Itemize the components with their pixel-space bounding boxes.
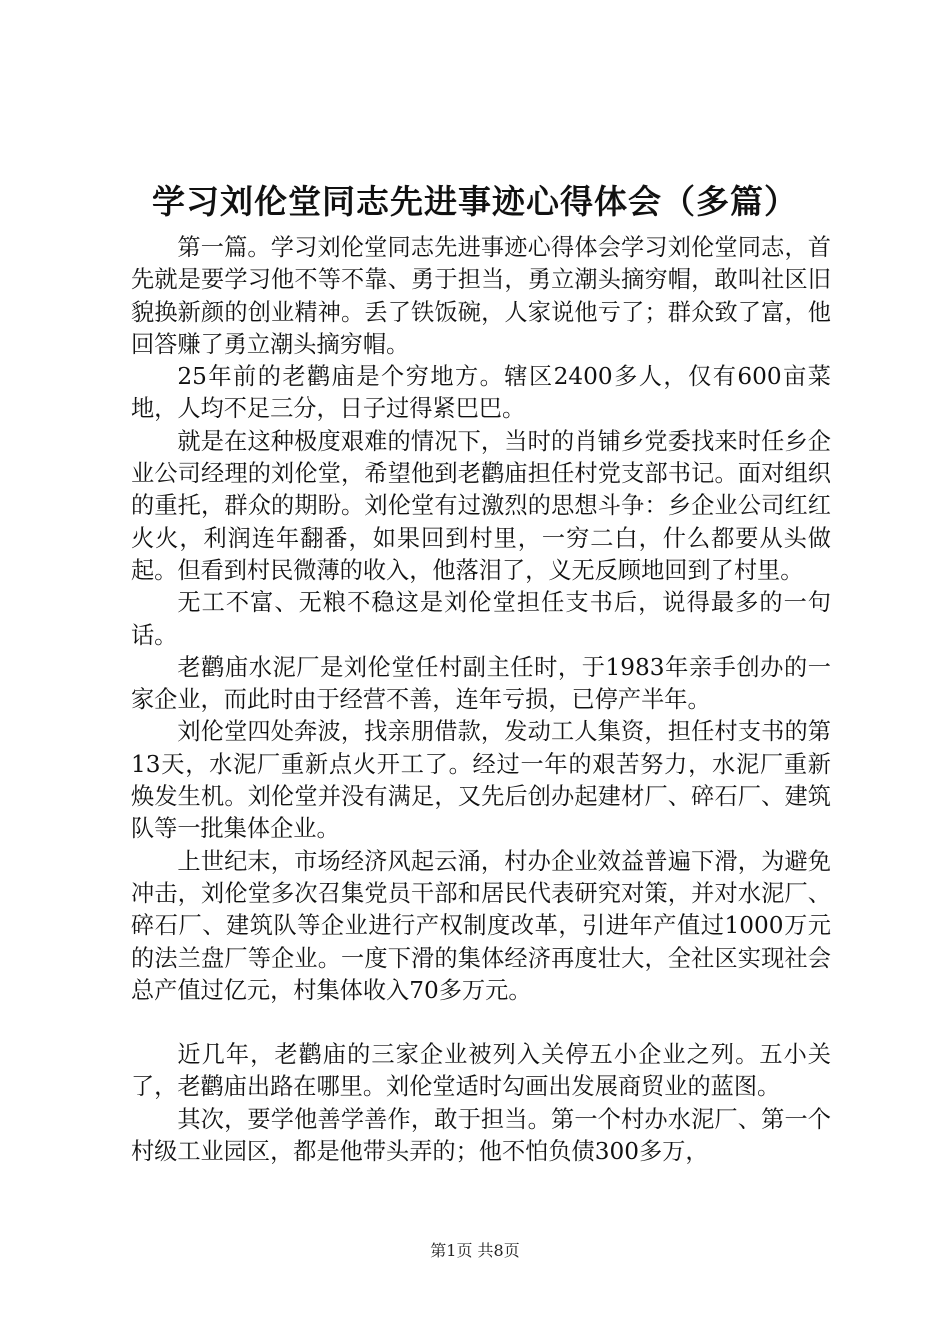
paragraph: 刘伦堂四处奔波，找亲朋借款，发动工人集资，担任村支书的第13天，水泥厂重新点火开工了。经过一年的艰苦努力，水泥厂重新焕发生机。刘伦堂并没有满足，又先后创办起建材厂、碎石厂、建筑队等一批集体企业。 bbox=[131, 718, 831, 843]
paragraph: 其次，要学他善学善作，敢于担当。第一个村办水泥厂、第一个村级工业园区，都是他带头弄的；他不怕负债300多万， bbox=[131, 1105, 831, 1166]
document-title: 学习刘伦堂同志先进事迹心得体会（多篇） bbox=[152, 182, 798, 221]
paragraph: 就是在这种极度艰难的情况下，当时的肖铺乡党委找来时任乡企业公司经理的刘伦堂，希望他到老鹳庙担任村党支部书记。面对组织的重托，群众的期盼。刘伦堂有过激烈的思想斗争：乡企业公司红红火火，利润连年翻番，如果回到村里，一穷二白，什么都要从头做起。但看到村民微薄的收入，他落泪了，义无反顾地回到了村里。 bbox=[131, 427, 831, 584]
paragraph: 第一篇。学习刘伦堂同志先进事迹心得体会学习刘伦堂同志，首先就是要学习他不等不靠、勇于担当，勇立潮头摘穷帽，敢叫社区旧貌换新颜的创业精神。丢了铁饭碗，人家说他亏了；群众致了富，他回答赚了勇立潮头摘穷帽。 bbox=[131, 234, 831, 358]
paragraph: 老鹳庙水泥厂是刘伦堂任村副主任时，于1983年亲手创办的一家企业，而此时由于经营不善，连年亏损，已停产半年。 bbox=[131, 653, 831, 714]
paragraph: 上世纪末，市场经济风起云涌，村办企业效益普遍下滑，为避免冲击，刘伦堂多次召集党员干部和居民代表研究对策，并对水泥厂、碎石厂、建筑队等企业进行产权制度改革，引进年产值过1000万元的法兰盘厂等企业。一度下滑的集体经济再度壮大，全社区实现社会总产值过亿元，村集体收入70多万元。 bbox=[131, 847, 831, 1004]
paragraph: 25年前的老鹳庙是个穷地方。辖区2400多人，仅有600亩菜地，人均不足三分，日子过得紧巴巴。 bbox=[131, 363, 831, 423]
document-body bbox=[131, 232, 831, 1168]
paragraph: 近几年，老鹳庙的三家企业被列入关停五小企业之列。五小关了，老鹳庙出路在哪里。刘伦堂适时勾画出发展商贸业的蓝图。 bbox=[131, 1041, 831, 1101]
page-footer: 第1页 共8页 bbox=[430, 1241, 520, 1260]
paragraph: 无工不富、无粮不稳这是刘伦堂担任支书后，说得最多的一句话。 bbox=[131, 589, 831, 649]
